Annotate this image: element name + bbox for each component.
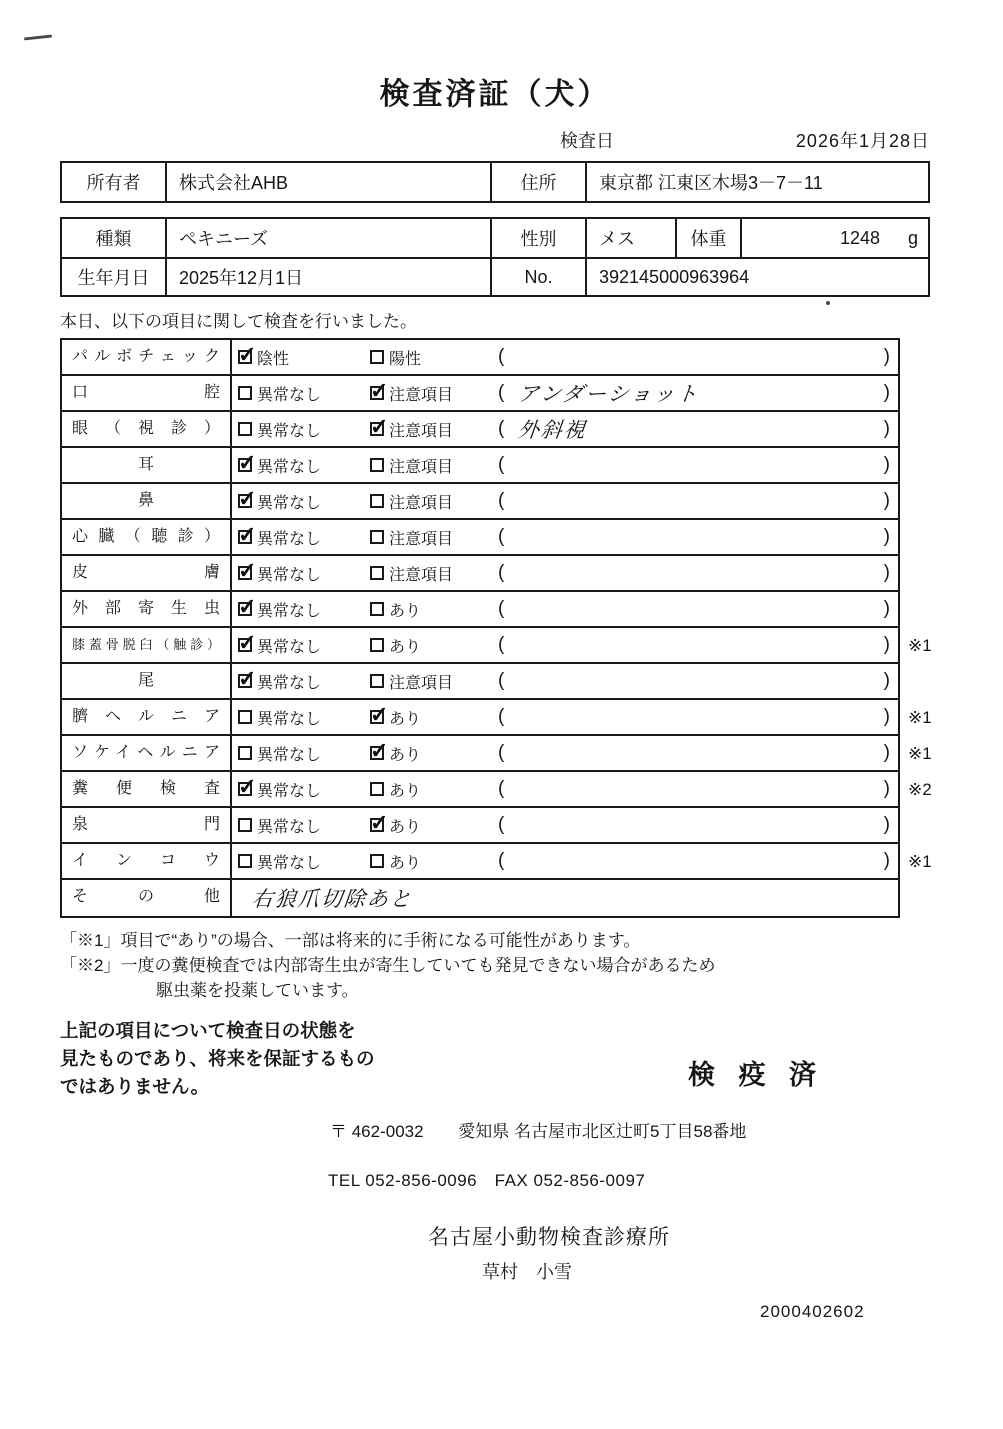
paren-close-icon: ) [883,742,890,763]
inspection-item-label: パルボチェック [62,340,232,374]
paren-close-icon: ) [883,850,890,871]
option-2-label: 注意項目 [389,386,454,404]
no-label: No. [492,259,587,295]
checkbox-icon[interactable] [238,782,252,796]
inspection-row-body [232,628,898,662]
inspection-row [62,520,898,556]
paren-open-icon: ( [498,418,505,439]
inspection-item-label: 耳 [62,448,232,482]
paren-open-icon: ( [498,598,505,619]
postal-code: 〒 462-0032 [330,1122,424,1141]
option-2-label: あり [389,602,422,620]
checkbox-icon[interactable] [370,494,384,508]
address-label: 住所 [492,163,587,201]
option-1-label: 異常なし [257,710,322,728]
checkbox-icon[interactable] [238,746,252,760]
option-2-label: あり [389,818,422,836]
option-2 [370,382,498,405]
paren-open-icon: ( [498,346,505,367]
option-2-label: 注意項目 [389,674,454,692]
footnote-marker: ※1 [908,852,932,871]
note-area [498,562,898,584]
inspection-item-label: 皮膚 [62,556,232,590]
option-2-label: あり [389,782,422,800]
paren-close-icon: ) [883,670,890,691]
tel-fax-line: TEL 052-856-0096 FAX 052-856-0097 [328,1171,646,1190]
birth-value: 2025年12月1日 [167,259,492,295]
option-2-label: あり [389,710,422,728]
inspection-row [62,628,932,664]
paren-open-icon: ( [498,778,505,799]
option-2-label: 注意項目 [389,566,454,584]
option-1 [238,562,370,585]
option-1-label: 異常なし [257,746,322,764]
option-1 [238,814,370,837]
inspection-item-label: 口腔 [62,376,232,410]
clinic-name: 名古屋小動物検査診療所 [428,1226,670,1249]
checkbox-icon[interactable] [370,854,384,868]
option-1-label: 異常なし [257,818,322,836]
inspection-item-label: ソケイヘルニア [62,736,232,770]
sex-value: メス [587,219,677,257]
footnote-2-continued: 駆虫薬を投薬しています。 [156,981,359,1000]
checkbox-icon[interactable] [238,602,252,616]
option-2-label: 注意項目 [389,458,454,476]
option-2 [370,418,498,441]
weight-label: 体重 [677,219,742,257]
option-1 [238,778,370,801]
checkbox-icon[interactable] [238,566,252,580]
footnote-marker: ※2 [908,780,932,799]
inspection-row-body [232,340,898,374]
owner-value: 株式会社AHB [167,163,492,201]
note-area [498,598,898,620]
paren-close-icon: ) [883,382,890,403]
inspection-date-label: 検査日 [560,131,614,151]
inspection-row [62,412,898,448]
note-area [498,778,898,800]
breed-value: ペキニーズ [167,219,492,257]
option-2 [370,490,498,513]
option-1-label: 異常なし [257,674,322,692]
option-1-label: 異常なし [257,566,322,584]
option-2-label: あり [389,854,422,872]
option-2 [370,850,498,873]
quarantine-stamp: 検 疫 済 [687,1059,824,1090]
paren-open-icon: ( [498,850,505,871]
option-1-label: 異常なし [257,422,322,440]
option-1-label: 陰性 [257,350,290,368]
clinic-address: 愛知県 名古屋市北区辻町5丁目58番地 [458,1122,747,1141]
inspection-row-body [232,592,898,626]
option-2 [370,670,498,693]
footnote-2: 「※2」一度の糞便検査では内部寄生虫が寄生していても発見できない場合があるため [60,956,716,975]
inspection-row [62,700,932,736]
note-area [238,883,898,913]
note-area [498,742,898,764]
checkbox-icon[interactable] [370,638,384,652]
inspection-row [62,556,898,592]
paren-open-icon: ( [498,490,505,511]
option-1-label: 異常なし [257,602,322,620]
footnote-1: 「※1」項目で“あり”の場合、一部は将来的に手術になる可能性があります。 [60,931,641,950]
checkbox-icon[interactable] [370,710,384,724]
paren-close-icon: ) [883,598,890,619]
option-1-label: 異常なし [257,494,322,512]
inspection-date-row [60,127,930,153]
option-1 [238,526,370,549]
inspection-row [62,736,932,772]
option-2 [370,526,498,549]
checkbox-icon[interactable] [238,674,252,688]
inspection-row [62,376,898,412]
inspection-note: アンダーショット [516,383,701,406]
option-2 [370,634,498,657]
inspection-item-label: 糞便検査 [62,772,232,806]
checkbox-icon[interactable] [370,350,384,364]
inspection-row-body [232,772,898,806]
inspection-row [62,340,898,376]
checkbox-icon[interactable] [370,386,384,400]
option-1 [238,382,370,405]
checkbox-icon[interactable] [238,494,252,508]
serial-number: 2000402602 [760,1302,865,1321]
option-1 [238,490,370,513]
inspection-item-label: 臍ヘルニア [62,700,232,734]
inspection-item-label: 尾 [62,664,232,698]
inspection-row [62,772,932,808]
inspection-row-body [232,520,898,554]
option-2 [370,742,498,765]
footnotes [60,928,930,1003]
paren-close-icon: ) [883,634,890,655]
paren-close-icon: ) [883,454,890,475]
checkbox-icon[interactable] [370,818,384,832]
footnote-marker: ※1 [908,744,932,763]
option-2-label: 注意項目 [389,530,454,548]
inspection-row-body [232,484,898,518]
paren-close-icon: ) [883,526,890,547]
inspection-row-body [232,556,898,590]
paren-close-icon: ) [883,346,890,367]
note-area [498,634,898,656]
inspection-row [62,808,898,844]
inspection-item-label: 泉門 [62,808,232,842]
checkbox-icon[interactable] [370,602,384,616]
note-area [498,850,898,872]
option-2-label: 注意項目 [389,422,454,440]
option-2 [370,706,498,729]
checkbox-icon[interactable] [370,746,384,760]
paren-open-icon: ( [498,526,505,547]
paren-open-icon: ( [498,454,505,475]
footnote-marker: ※1 [908,708,932,727]
owner-label: 所有者 [62,163,167,201]
inspection-row-body [232,808,898,842]
disclaimer-line-2: 見たものであり、将来を保証するもの [60,1048,375,1069]
checkbox-icon[interactable] [370,782,384,796]
inspection-table [60,338,932,918]
disclaimer-line-1: 上記の項目について検査日の状態を [60,1020,356,1041]
paren-open-icon: ( [498,742,505,763]
paren-open-icon: ( [498,670,505,691]
owner-row [62,163,928,201]
option-1-label: 異常なし [257,782,322,800]
option-1 [238,598,370,621]
option-2 [370,346,498,369]
option-2 [370,598,498,621]
option-1-label: 異常なし [257,530,322,548]
inspection-note: 右狼爪切除あと [250,888,415,911]
statement-text: 本日、以下の項目に関して検査を行いました。 [60,312,417,331]
inspection-item-label: 膝蓋骨脱臼（触診） [62,628,232,662]
note-area [498,814,898,836]
checkbox-icon[interactable] [370,422,384,436]
checkbox-icon[interactable] [238,818,252,832]
disclaimer-line-3: ではありません。 [60,1076,210,1097]
footnote-marker: ※1 [908,636,932,655]
inspection-date-value: 2026年1月28日 [795,131,930,151]
weight-cell [742,219,928,257]
inspection-row-body [232,664,898,698]
option-1 [238,454,370,477]
animal-row-2 [62,257,928,295]
paren-open-icon: ( [498,562,505,583]
option-1 [238,670,370,693]
checkbox-icon[interactable] [238,458,252,472]
inspection-row [62,448,898,484]
option-1-label: 異常なし [257,458,322,476]
inspection-row-body [232,376,898,410]
paren-close-icon: ) [883,706,890,727]
inspection-row-body [232,412,898,446]
checkbox-icon[interactable] [370,674,384,688]
inspection-item-label: 鼻 [62,484,232,518]
option-2 [370,562,498,585]
owner-table [60,161,930,203]
option-1-label: 異常なし [257,386,322,404]
examiner-name: 草村 小雪 [482,1262,572,1282]
inspection-row [62,484,898,520]
checkbox-icon[interactable] [238,350,252,364]
note-area [498,526,898,548]
sex-label: 性別 [492,219,587,257]
option-2 [370,814,498,837]
checkbox-icon[interactable] [370,530,384,544]
checkbox-icon[interactable] [238,386,252,400]
option-1 [238,742,370,765]
paren-open-icon: ( [498,382,505,403]
inspection-row-body [232,736,898,770]
document-title: 検査済証（犬） [379,78,611,111]
paren-open-icon: ( [498,814,505,835]
option-1 [238,706,370,729]
birth-label: 生年月日 [62,259,167,295]
inspection-item-label: その他 [62,880,232,916]
scan-artifact [826,301,830,305]
checkbox-icon[interactable] [370,566,384,580]
breed-label: 種類 [62,219,167,257]
animal-table [60,217,930,297]
paren-close-icon: ) [883,418,890,439]
option-1 [238,418,370,441]
note-area [498,346,898,368]
weight-value: 1248 [839,227,880,248]
option-2 [370,778,498,801]
note-area [498,414,898,444]
paren-close-icon: ) [883,490,890,511]
inspection-note: 外斜視 [516,419,589,442]
checkbox-icon[interactable] [238,710,252,724]
inspection-row-body [232,700,898,734]
option-2-label: あり [389,638,422,656]
inspection-item-label: 心臓（聴診） [62,520,232,554]
note-area [498,670,898,692]
weight-unit: g [907,227,918,248]
option-2 [370,454,498,477]
inspection-row [62,880,898,916]
paren-close-icon: ) [883,778,890,799]
inspection-item-label: 外部寄生虫 [62,592,232,626]
paren-close-icon: ) [883,562,890,583]
checkbox-icon[interactable] [238,530,252,544]
note-area [498,706,898,728]
checkbox-icon[interactable] [238,854,252,868]
option-2-label: 陽性 [389,350,422,368]
checkbox-icon[interactable] [238,638,252,652]
paren-close-icon: ) [883,814,890,835]
option-1 [238,850,370,873]
option-2-label: 注意項目 [389,494,454,512]
inspection-row-body [232,448,898,482]
paren-open-icon: ( [498,706,505,727]
inspection-row [62,664,898,700]
address-value: 東京都 江東区木場3－7－11 [599,173,823,193]
inspection-item-label: インコウ [62,844,232,878]
no-value: 392145000963964 [599,266,750,287]
inspection-row [62,592,898,628]
address-line [330,1117,930,1142]
inspection-item-label: 眼（視診） [62,412,232,446]
option-1-label: 異常なし [257,638,322,656]
option-2-label: あり [389,746,422,764]
inspection-row-body [232,844,898,878]
option-1-label: 異常なし [257,854,322,872]
animal-row-1 [62,219,928,257]
note-area [498,454,898,476]
bottom-row [60,1017,930,1101]
paren-open-icon: ( [498,634,505,655]
inspection-row [62,844,932,880]
option-1 [238,634,370,657]
disclaimer-text [60,1017,375,1101]
inspection-row-body [232,880,898,916]
option-1 [238,346,370,369]
checkbox-icon[interactable] [370,458,384,472]
checkbox-icon[interactable] [238,422,252,436]
note-area [498,490,898,512]
note-area [498,378,898,408]
